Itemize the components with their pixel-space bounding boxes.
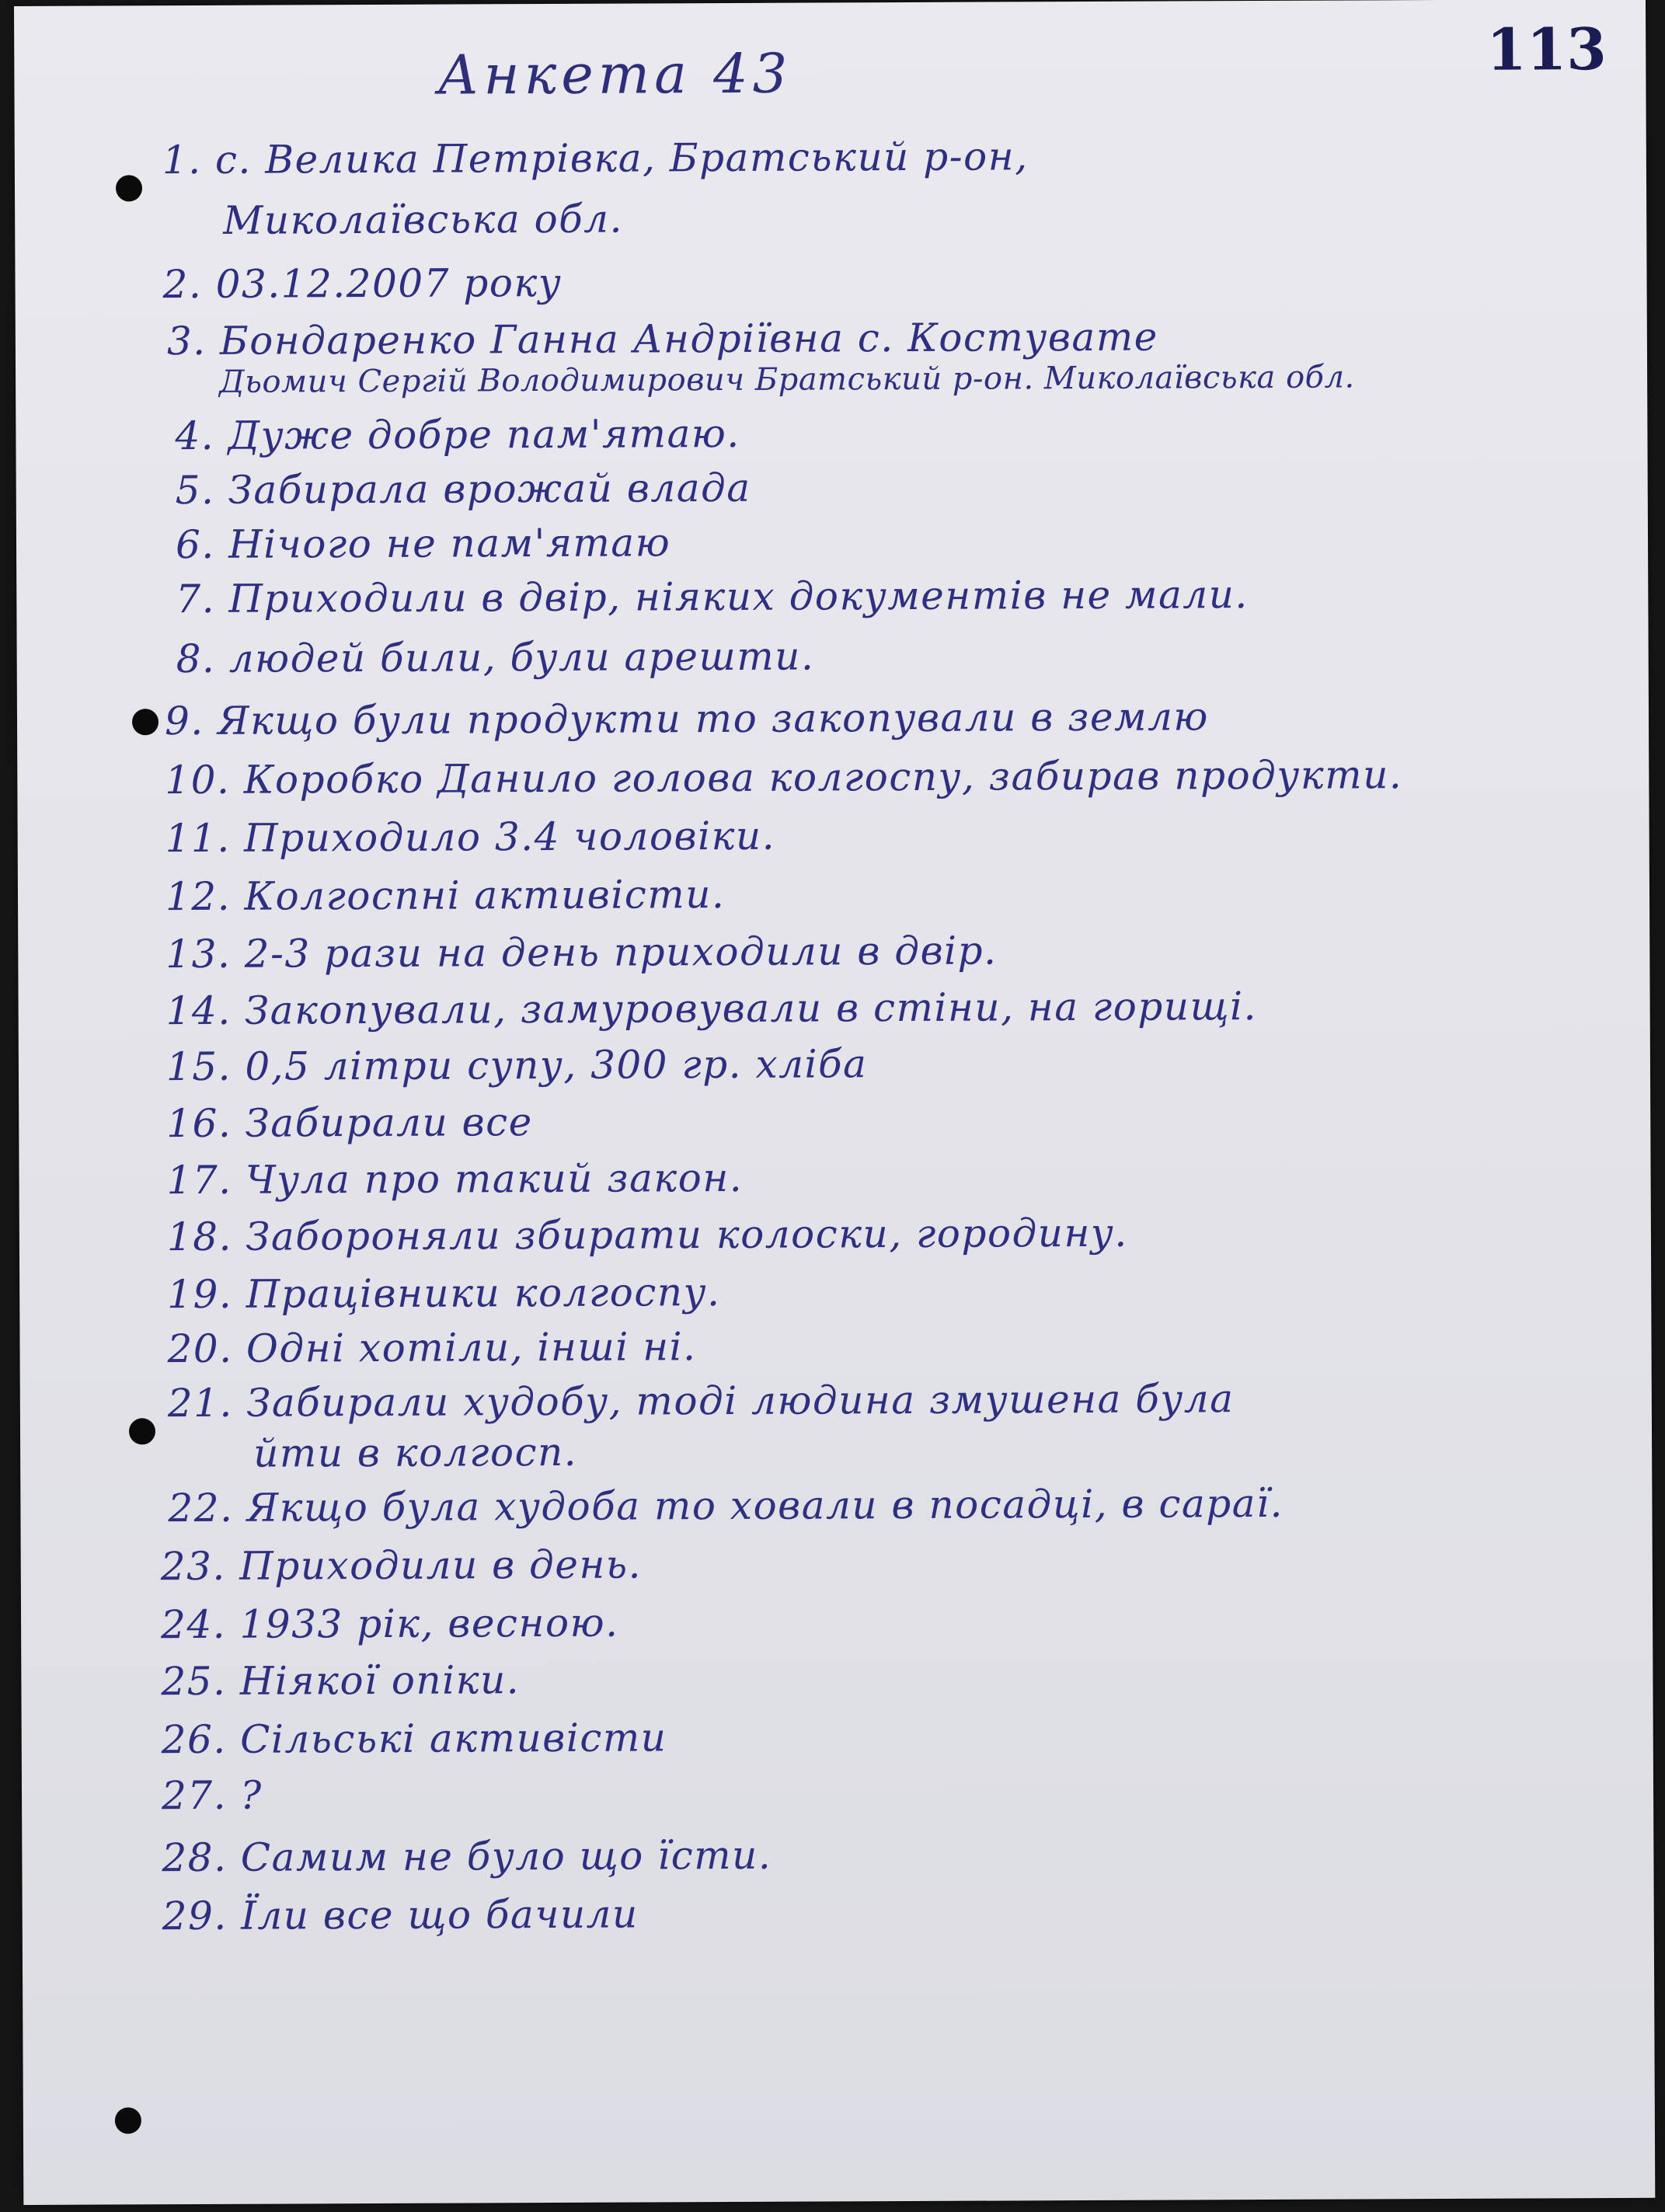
answer-line: 23. Приходили в день.: [160, 1541, 643, 1590]
page-number: 113: [1486, 16, 1607, 84]
answer-line: 10. Коробко Данило голова колгоспу, забирав продукти.: [165, 752, 1403, 803]
answer-line: 16. Забирали все: [166, 1099, 533, 1147]
answer-line: 17. Чула про такий закон.: [166, 1155, 744, 1204]
answer-line: 19. Працівники колгоспу.: [167, 1270, 721, 1318]
answer-line: 12. Колгоспні активісти.: [165, 872, 726, 920]
answer-line: Дьомич Сергій Володимирович Братський р-он. Миколаївська обл.: [219, 359, 1355, 400]
binder-hole-2: [132, 709, 158, 735]
answer-line: 3. Бондаренко Ганна Андріївна с. Костувате: [166, 314, 1158, 364]
questionnaire-page: [14, 0, 1655, 2205]
answer-line: Миколаївська обл.: [223, 196, 624, 243]
binder-hole-3: [129, 1418, 155, 1444]
answer-line: 25. Ніякої опіки.: [161, 1657, 521, 1705]
answer-line: 1. с. Велика Петрівка, Братський р-он,: [162, 134, 1029, 183]
answer-line: йти в колгосп.: [253, 1429, 578, 1476]
answer-line: 7. Приходили в двір, ніяких документів не мали.: [176, 572, 1249, 622]
answer-line: 27. ?: [161, 1772, 263, 1819]
answer-line: 9. Якщо були продукти то закопували в землю: [164, 694, 1210, 744]
document-title: Анкета 43: [437, 41, 792, 107]
answer-line: 20. Одні хотіли, інші ні.: [167, 1324, 697, 1372]
binder-hole-4: [115, 2107, 141, 2134]
answer-line: 8. людей били, були арешти.: [176, 633, 815, 682]
answer-line: 14. Закопували, замуровували в стіни, на горищі.: [165, 984, 1258, 1034]
answer-line: 6. Нічого не пам'ятаю: [175, 520, 671, 568]
answer-line: 28. Самим не було що їсти.: [162, 1832, 772, 1881]
answer-line: 11. Приходило 3.4 чоловіки.: [165, 813, 776, 862]
answer-line: 2. 03.12.2007 року: [162, 260, 563, 308]
answer-line: 29. Їли все що бачили: [162, 1891, 639, 1939]
binder-hole-1: [116, 175, 142, 201]
answer-line: 21. Забирали худобу, тоді людина змушена була: [167, 1376, 1235, 1426]
answer-line: 15. 0,5 літри супу, 300 гр. хліба: [165, 1041, 868, 1090]
answer-line: 26. Сільські активісти: [161, 1715, 667, 1763]
answer-line: 5. Забирала врожай влада: [175, 465, 751, 514]
answer-line: 13. 2-3 рази на день приходили в двір.: [165, 928, 998, 977]
answer-line: 18. Забороняли збирати колоски, городину.: [166, 1210, 1128, 1260]
answer-line: 22. Якщо була худоба то ховали в посадці, в сараї.: [168, 1480, 1284, 1531]
answer-line: 4. Дуже добре пам'ятаю.: [175, 410, 740, 459]
answer-line: 24. 1933 рік, весною.: [160, 1600, 619, 1648]
